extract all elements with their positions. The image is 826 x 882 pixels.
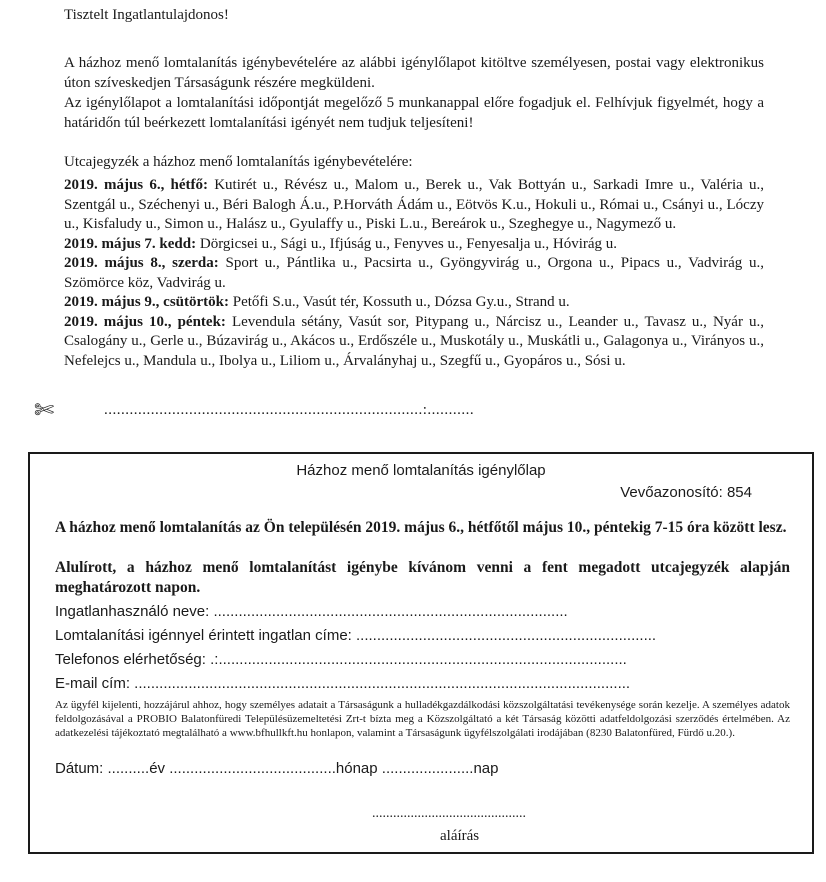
day-streets: Levendula sétány, Vasút sor, Pitypang u., Nárcisz u., Leander u., Tavasz u., Nyár u., Csalogány u., Gerle u., Búzavirág u., Akácos u., Erdőszéle u., Muskotály u., Muskátli u., Galagonya u., Virányos u., Nefelejcs u., Mandula u., Ibolya u., Liliom u., Árvalányhaj u., Szegfű u., Gyopáros u., Sósi u. bbox=[64, 313, 765, 369]
day-streets: Dörgicsei u., Sági u., Ifjúság u., Fenyves u., Fenyesalja u., Hóvirág u. bbox=[199, 235, 618, 252]
name-field[interactable] bbox=[55, 602, 790, 621]
field-label: Telefonos elérhetőség: bbox=[55, 651, 206, 668]
field-dots: ........................................................................ bbox=[351, 627, 657, 644]
date-field[interactable]: Dátum: ..........év ........................................hónap ......................nap bbox=[55, 760, 499, 777]
day-streets: Kutirét u., Révész u., Malom u., Berek u., Vak Bottyán u., Sarkadi Imre u., Valéria u., Szentgál u., Széchenyi u., Béri Balogh Á.u., P.Horváth Ádám u., Eötvös K.u., Hokuli u., Római u., Csányi u., Lóczy u., Kisfaludy u., Simon u., Halász u., Gyulaffy u., Piski L.u., Bereárok u., Szeghegye u., Nagymező u. bbox=[64, 177, 765, 232]
signature-line[interactable]: ............................................ bbox=[372, 806, 526, 821]
request-form bbox=[28, 452, 814, 854]
declaration: Alulírott, a házhoz menő lomtalanítást igénybe kívánom venni a fent megadott utcajegyzék alapján meghatározott napon. bbox=[55, 559, 790, 596]
field-label: Lomtalanítási igénnyel érintett ingatlan címe: bbox=[55, 627, 352, 644]
day-date: 2019. május 8., szerda: bbox=[64, 255, 219, 271]
day-thursday bbox=[64, 293, 764, 313]
street-list-title: Utcajegyzék a házhoz menő lomtalanítás igénybevételére: bbox=[64, 154, 413, 170]
intro-paragraph: A házhoz menő lomtalanítás igénybevételére az alábbi igénylőlapot kitöltve személyesen, postai vagy elektronikus úton szíveskedjen Társaságunk részére megküldeni. bbox=[64, 55, 764, 91]
field-dots: ..................................................................................... bbox=[209, 603, 568, 620]
street-list bbox=[64, 176, 764, 371]
cut-line: ...........................................................................:........... bbox=[104, 402, 475, 418]
day-date: 2019. május 6., hétfő: bbox=[64, 177, 208, 193]
address-field[interactable] bbox=[55, 626, 790, 645]
greeting: Tisztelt Ingatlantulajdonos! bbox=[64, 7, 229, 23]
field-label: E-mail cím: bbox=[55, 675, 130, 692]
field-label: Ingatlanhasználó neve: bbox=[55, 603, 210, 620]
deadline-paragraph: Az igénylőlapot a lomtalanítási időpontját megelőző 5 munkanappal előre fogadjuk el. Felhívjuk figyelmét, hogy a határidőn túl beérkezett lomtalanítási igényét nem tudjuk teljesíteni! bbox=[64, 95, 764, 131]
day-date: 2019. május 10., péntek: bbox=[64, 313, 226, 330]
field-dots: ....................................................................................................................... bbox=[130, 675, 631, 692]
customer-id: Vevőazonosító: 854 bbox=[620, 484, 752, 501]
day-date: 2019. május 7. kedd: bbox=[64, 235, 197, 252]
day-streets: Sport u., Pántlika u., Pacsirta u., Gyöngyvirág u., Orgona u., Pipacs u., Vadvirág u., Szömörce köz, Vadvirág u. bbox=[64, 255, 764, 291]
privacy-consent: Az ügyfél kijelenti, hozzájárul ahhoz, hogy személyes adatait a Társaságunk a hulladékgazdálkodási közszolgáltatási tevékenysége során kezelje. A személyes adatok feldolgozásával a PROBIO Balatonfüredi Településüzemeltetési Zrt-t bízta meg a Közszolgáltató a két Társaság közötti adatfeldolgozási szerződés értelmében. Az adatkezelési tájékoztató megtalálható a www.bfhullkft.hu honlapon, valamint a Társaságunk ügyfélszolgálati irodájában (8230 Balatonfüred, Fürdő u.20.). bbox=[55, 699, 790, 739]
day-tuesday bbox=[64, 235, 764, 255]
form-title: Házhoz menő lomtalanítás igénylőlap bbox=[296, 462, 546, 479]
day-streets: Petőfi S.u., Vasút tér, Kossuth u., Dózsa Gy.u., Strand u. bbox=[232, 294, 570, 310]
phone-field[interactable] bbox=[55, 650, 790, 669]
day-friday bbox=[64, 313, 764, 372]
day-monday bbox=[64, 176, 764, 235]
day-date: 2019. május 9., csütörtök: bbox=[64, 294, 229, 310]
scissors-icon: ✄ bbox=[34, 396, 55, 424]
signature-label: aláírás bbox=[440, 828, 480, 844]
day-wednesday bbox=[64, 254, 764, 293]
field-dots: .:.................................................................................................. bbox=[205, 651, 627, 668]
email-field[interactable] bbox=[55, 674, 790, 693]
schedule-notice: A házhoz menő lomtalanítás az Ön településén 2019. május 6., hétfőtől május 10., péntekig 7-15 óra között lesz. bbox=[55, 519, 787, 536]
